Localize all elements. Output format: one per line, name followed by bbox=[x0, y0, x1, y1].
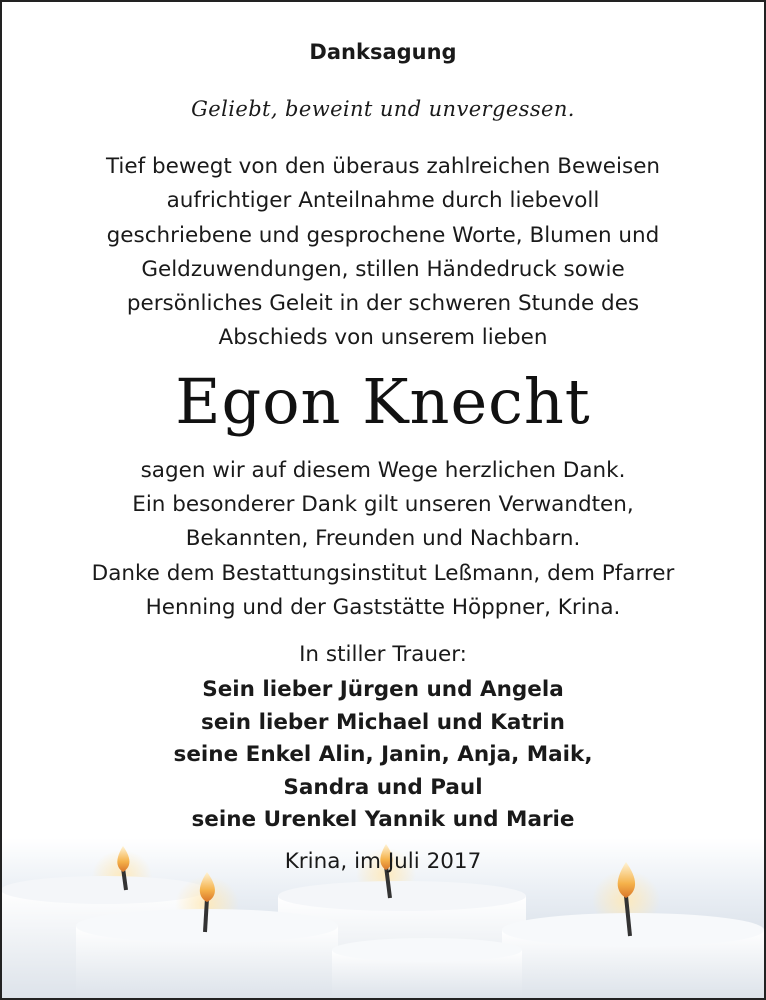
thanks-line: Bekannten, Freunden und Nachbarn. bbox=[185, 526, 581, 552]
thanks-line: Ein besonderer Dank gilt unseren Verwandten, bbox=[132, 492, 634, 518]
mourner-line: seine Urenkel Yannik und Marie bbox=[191, 807, 575, 832]
mourner-line: seine Enkel Alin, Janin, Anja, Maik, bbox=[173, 742, 593, 767]
mourners-list bbox=[2, 674, 764, 837]
heading: Danksagung bbox=[309, 40, 457, 64]
intro-paragraph bbox=[2, 150, 764, 356]
mourning-label: In stiller Trauer: bbox=[299, 642, 467, 667]
intro-line: persönliches Geleit in der schweren Stunde des bbox=[126, 291, 640, 317]
intro-line: geschriebene und gesprochene Worte, Blumen und bbox=[106, 222, 660, 248]
thanks-line: Henning und der Gaststätte Höppner, Krina. bbox=[145, 594, 621, 620]
place-date: Krina, im Juli 2017 bbox=[284, 849, 482, 874]
mourner-line: sein lieber Michael und Katrin bbox=[201, 709, 565, 735]
intro-line: aufrichtiger Anteilnahme durch liebevoll bbox=[166, 188, 600, 214]
mourner-line: Sandra und Paul bbox=[283, 774, 483, 800]
candle-icon bbox=[332, 938, 522, 998]
intro-line: Geldzuwendungen, stillen Händedruck sowie bbox=[141, 256, 625, 282]
mourner-line: Sein lieber Jürgen und Angela bbox=[202, 677, 564, 702]
intro-line: Abschieds von unserem lieben bbox=[218, 325, 548, 351]
thanks-line: sagen wir auf diesem Wege herzlichen Dank. bbox=[140, 458, 626, 483]
thanks-line: Danke dem Bestattungsinstitut Leßmann, dem Pfarrer bbox=[91, 560, 675, 586]
motto: Geliebt, beweint und unvergessen. bbox=[191, 97, 575, 121]
thanks-paragraph bbox=[2, 454, 764, 625]
intro-line: Tief bewegt von den überaus zahlreichen Beweisen bbox=[105, 154, 661, 179]
deceased-name: Egon Knecht bbox=[175, 365, 591, 438]
